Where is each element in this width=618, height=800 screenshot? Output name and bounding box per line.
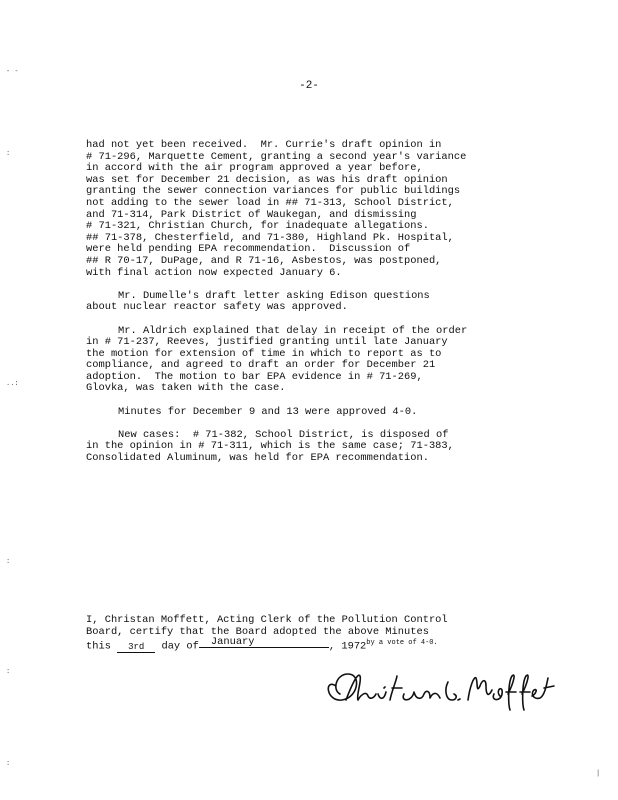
text-line: Mr. Aldrich explained that delay in receipt of the order bbox=[118, 324, 468, 337]
paragraph-edison-letter bbox=[86, 291, 536, 314]
certification-day-of-word: day of bbox=[161, 640, 199, 653]
text-line: ## 71-378, Chesterfield, and 71-380, Highland Pk. Hospital, bbox=[86, 231, 454, 244]
scan-margin-mark: ..: bbox=[6, 380, 19, 388]
certification-date-line bbox=[86, 635, 536, 653]
text-line: # 71-296, Marquette Cement, granting a second year's variance bbox=[86, 150, 467, 163]
text-line: granting the sewer connection variances for public buildings bbox=[86, 185, 461, 198]
scan-margin-mark: | bbox=[596, 770, 601, 778]
paragraph-pending-opinions bbox=[86, 140, 536, 279]
scan-margin-mark: : bbox=[6, 558, 11, 566]
certification-month-value: January bbox=[199, 637, 329, 648]
text-line: Consolidated Aluminum, was held for EPA recommendation. bbox=[86, 452, 429, 465]
text-line: # 71-321, Christian Church, for inadequate allegations. bbox=[86, 220, 429, 233]
text-line: Mr. Dumelle's draft letter asking Edison questions bbox=[118, 289, 430, 302]
text-line: in accord with the air program approved a year before, bbox=[86, 162, 423, 175]
minutes-body bbox=[86, 140, 536, 476]
scan-margin-mark: : bbox=[6, 668, 11, 676]
text-line: had not yet been received. Mr. Currie's draft opinion in bbox=[86, 139, 442, 151]
scan-margin-mark: : bbox=[6, 150, 11, 158]
text-line: in # 71-237, Reeves, justified granting until late January bbox=[86, 336, 448, 349]
text-line: about nuclear reactor safety was approved. bbox=[86, 301, 348, 314]
page-number: -2- bbox=[299, 80, 319, 92]
certification-day-value: 3rd bbox=[117, 642, 155, 653]
text-line: adoption. The motion to bar EPA evidence in # 71-269, bbox=[86, 370, 423, 383]
text-line: the motion for extension of time in which to report as to bbox=[86, 347, 442, 360]
text-line: and 71-314, Park District of Waukegan, and dismissing bbox=[86, 208, 417, 221]
text-line: Minutes for December 9 and 13 were approved 4-0. bbox=[118, 405, 418, 418]
scan-margin-mark: - - bbox=[6, 68, 19, 76]
scan-margin-mark: : bbox=[6, 760, 11, 768]
certification-line: I, Christan Moffett, Acting Clerk of the Pollution Control bbox=[86, 614, 448, 626]
text-line: ## R 70-17, DuPage, and R 71-16, Asbestos, was postponed, bbox=[86, 254, 442, 267]
paragraph-new-cases bbox=[86, 430, 536, 465]
text-line: with final action now expected January 6. bbox=[86, 266, 342, 279]
text-line: not adding to the sewer load in ## 71-313, School District, bbox=[86, 196, 454, 209]
paragraph-minutes-approved bbox=[86, 407, 536, 419]
text-line: in the opinion in # 71-311, which is the same case; 71-383, bbox=[86, 440, 454, 453]
certification-year-suffix: by a vote of 4-0. bbox=[366, 639, 438, 648]
text-line: New cases: # 71-382, School District, is disposed of bbox=[118, 428, 449, 441]
certification-line: Board, certify that the Board adopted the above Minutes bbox=[86, 625, 429, 638]
clerk-certification bbox=[86, 615, 536, 653]
clerk-signature bbox=[318, 664, 568, 714]
certification-this-word: this bbox=[86, 640, 111, 653]
paragraph-aldrich-motion bbox=[86, 326, 536, 396]
text-line: compliance, and agreed to draft an order for December 21 bbox=[86, 359, 436, 372]
text-line: Glovka, was taken with the case. bbox=[86, 382, 286, 395]
certification-year: , 1972 bbox=[328, 640, 367, 653]
text-line: was set for December 21 decision, as was his draft opinion bbox=[86, 173, 448, 186]
text-line: were held pending EPA recommendation. Discussion of bbox=[86, 243, 411, 256]
